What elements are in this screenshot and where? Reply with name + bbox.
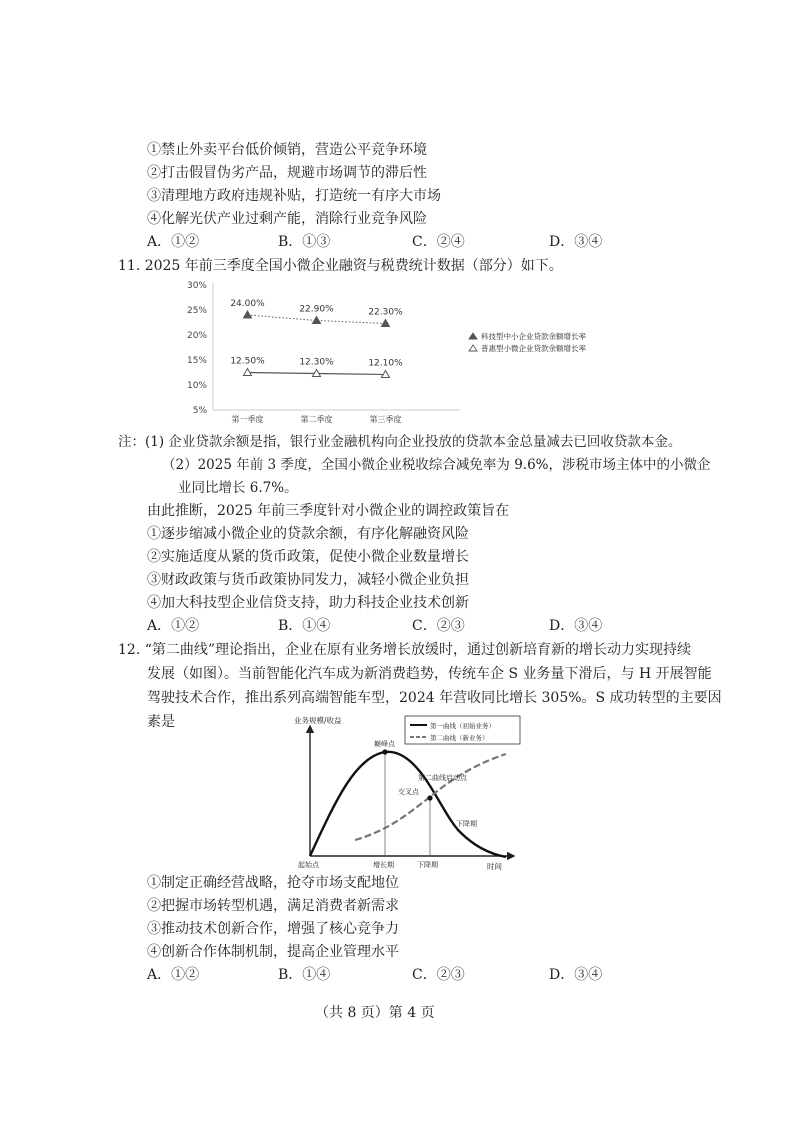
q12-item-1: ①制定正确经营战略，抢夺市场支配地位 bbox=[147, 875, 399, 891]
diagram-x-label: 时间 bbox=[487, 862, 502, 871]
chart-data-label: 12.50% bbox=[230, 356, 265, 367]
q12-stem-3: 驾驶技术合作，推出系列高端智能车型，2024 年营收同比增长 305%。S 成功转型的主要因 bbox=[147, 690, 722, 706]
q10-item-1: ①禁止外卖平台低价倾销，营造公平竞争环境 bbox=[147, 142, 427, 158]
peak-label: 巅峰点 bbox=[374, 740, 395, 748]
chart-legend-label: 科技型中小企业贷款余额增长率 bbox=[481, 332, 586, 341]
q10-option-a: A．①② bbox=[147, 234, 200, 250]
q11-note-1: 注：(1) 企业贷款余额是指，银行业金融机构向企业投放的贷款本金总量减去已回收贷款本金。 bbox=[118, 434, 682, 450]
q11-option-a: A．①② bbox=[147, 618, 200, 634]
chart-y-tick-label: 5% bbox=[192, 406, 207, 416]
diagram-y-label: 业务规模/收益 bbox=[294, 716, 342, 725]
chart-data-label: 12.10% bbox=[368, 358, 403, 369]
q12-stem-4: 素是 bbox=[147, 714, 175, 730]
q11-item-2: ②实施适度从紧的货币政策，促使小微企业数量增长 bbox=[147, 549, 469, 565]
decline-label: 下降期 bbox=[456, 820, 477, 828]
diagram-legend-1: 第一曲线（初始业务） bbox=[430, 722, 495, 730]
q12-option-b: B．①④ bbox=[278, 967, 331, 983]
chart-point-1 bbox=[313, 317, 321, 324]
q11-question: 由此推断，2025 年前三季度针对小微企业的调控政策旨在 bbox=[147, 503, 510, 519]
q11-stem: 11. 2025 年前三季度全国小微企业融资与税费统计数据（部分）如下。 bbox=[118, 258, 563, 274]
q11-option-c: C．②③ bbox=[412, 618, 465, 634]
q10-item-4: ④化解光伏产业过剩产能，消除行业竞争风险 bbox=[147, 211, 427, 227]
chart-y-tick-label: 15% bbox=[186, 356, 207, 366]
chart-y-tick-label: 10% bbox=[186, 381, 207, 391]
q12-stem-1: 12. “第二曲线”理论指出，企业在原有业务增长放缓时，通过创新培育新的增长动力实现持续 bbox=[118, 642, 692, 658]
q11-option-d: D．③④ bbox=[549, 618, 603, 634]
q12-option-a: A．①② bbox=[147, 967, 200, 983]
chart-x-tick-label: 第二季度 bbox=[300, 415, 333, 424]
q12-stem-2: 发展（如图）。当前智能化汽车成为新消费趋势，传统车企 S 业务量下滑后，与 H 开展智能 bbox=[147, 666, 712, 682]
chart-data-label: 12.30% bbox=[299, 357, 334, 368]
chart-legend-marker bbox=[469, 345, 477, 351]
q12-option-c: C．②③ bbox=[412, 967, 465, 983]
cross-point bbox=[427, 795, 432, 800]
second-curve-diagram bbox=[280, 712, 530, 872]
chart-point-1 bbox=[244, 311, 252, 318]
q11-note-2b: 业同比增长 6.7%。 bbox=[178, 480, 298, 496]
q11-item-1: ①逐步缩减小微企业的贷款余额，有序化解融资风险 bbox=[147, 526, 469, 542]
chart-y-tick-label: 30% bbox=[186, 281, 207, 291]
chart-svg bbox=[175, 275, 625, 435]
first-curve bbox=[310, 752, 506, 857]
chart-data-label: 24.00% bbox=[230, 299, 265, 309]
chart-data-label: 22.90% bbox=[299, 304, 334, 315]
decline-x-label: 下降期 bbox=[417, 861, 438, 869]
q11-item-3: ③财政政策与货币政策协同发力，减轻小微企业负担 bbox=[147, 572, 469, 588]
peak-point bbox=[382, 749, 387, 754]
diagram-legend-2: 第二曲线（新业务） bbox=[430, 734, 489, 742]
q11-item-4: ④加大科技型企业信贷支持，助力科技企业技术创新 bbox=[147, 595, 469, 611]
q11-note-2a: （2）2025 年前 3 季度，全国小微企业税收综合减免率为 9.6%，涉税市场主体中的小微企 bbox=[162, 457, 711, 473]
q11-option-b: B．①④ bbox=[278, 618, 331, 634]
q12-item-3: ③推动技术创新合作，增强了核心竞争力 bbox=[147, 921, 399, 937]
second-start-label: 第二曲线启动点 bbox=[418, 774, 467, 782]
q12-item-2: ②把握市场转型机遇，满足消费者新需求 bbox=[147, 898, 399, 914]
origin-label: 起始点 bbox=[298, 861, 319, 869]
cross-label: 交叉点 bbox=[398, 788, 419, 796]
q10-item-2: ②打击假冒伪劣产品，规避市场调节的滞后性 bbox=[147, 165, 427, 181]
growth-label: 增长期 bbox=[373, 861, 394, 869]
diagram-svg bbox=[280, 712, 530, 872]
q10-option-d: D．③④ bbox=[549, 234, 603, 250]
q11-line-chart bbox=[175, 275, 625, 435]
chart-legend-marker bbox=[469, 333, 477, 339]
q10-item-3: ③清理地方政府违规补贴，打造统一有序大市场 bbox=[147, 188, 441, 204]
q10-option-c: C．②④ bbox=[412, 234, 465, 250]
page-footer: （共 8 页）第 4 页 bbox=[315, 1005, 435, 1021]
q12-option-d: D．③④ bbox=[549, 967, 603, 983]
chart-y-tick-label: 25% bbox=[186, 306, 207, 316]
chart-x-tick-label: 第三季度 bbox=[369, 415, 402, 424]
chart-y-tick-label: 20% bbox=[186, 331, 207, 341]
chart-legend-label: 普惠型小微企业贷款余额增长率 bbox=[481, 344, 586, 353]
q12-item-4: ④创新合作体制机制，提高企业管理水平 bbox=[147, 944, 399, 960]
chart-point-1 bbox=[382, 320, 390, 327]
chart-data-label: 22.30% bbox=[368, 307, 403, 318]
chart-x-tick-label: 第一季度 bbox=[231, 415, 264, 424]
q10-option-b: B．①③ bbox=[278, 234, 331, 250]
